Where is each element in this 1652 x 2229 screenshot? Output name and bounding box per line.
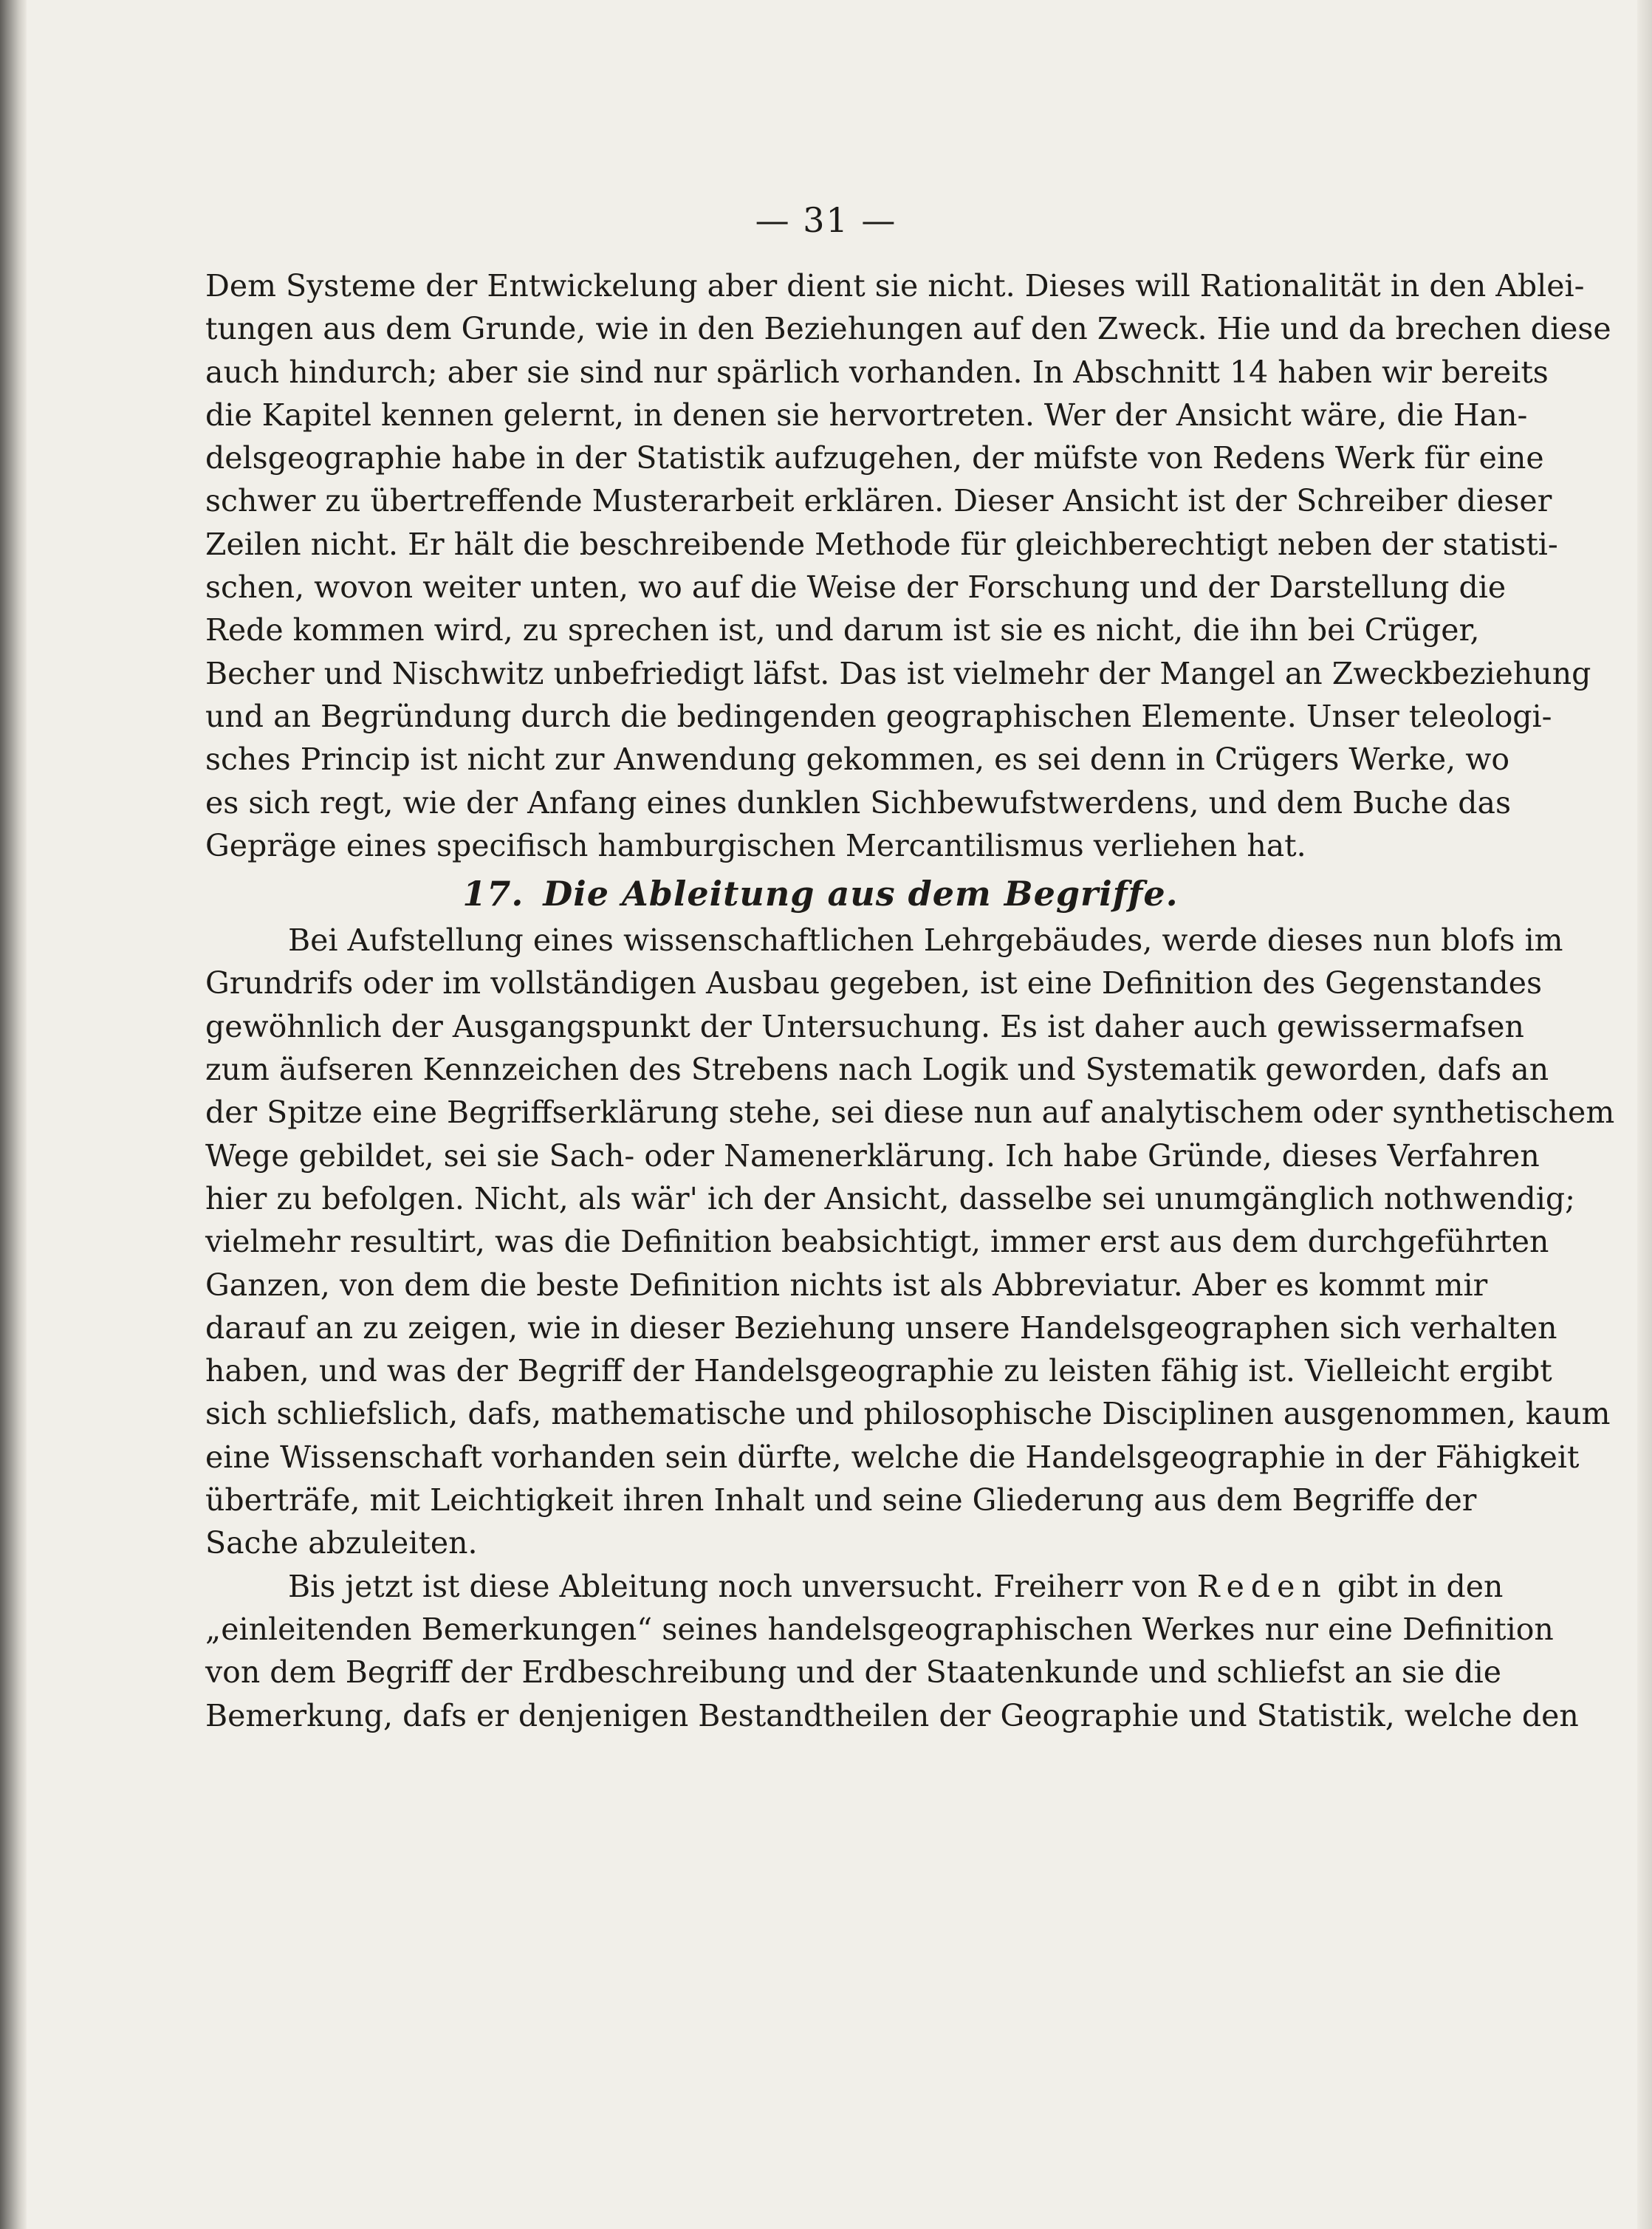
text-line: schwer zu übertreffende Musterarbeit erklären. Dieser Ansicht ist der Schreiber dieser <box>205 483 1552 519</box>
text-line: Dem Systeme der Entwickelung aber dient sie nicht. Dieses will Rationalität in den Ablei- <box>205 268 1585 304</box>
text-line: zum äufseren Kennzeichen des Strebens nach Logik und Systematik geworden, dafs an <box>205 1052 1549 1088</box>
paragraph-3 <box>205 1565 1579 1737</box>
text-line: tungen aus dem Grunde, wie in den Beziehungen auf den Zweck. Hie und da brechen diese <box>205 311 1611 347</box>
text-line: Bei Aufstellung eines wissenschaftlichen Lehrgebäudes, werde dieses nun blofs im <box>288 922 1563 959</box>
text-line: es sich regt, wie der Anfang eines dunklen Sichbewufstwerdens, und dem Buche das <box>205 784 1512 821</box>
scan-page-edge-left <box>0 0 27 2229</box>
text-line: Zeilen nicht. Er hält die beschreibende Methode für gleichberechtigt neben der statisti- <box>205 526 1558 562</box>
text-fragment: gibt in den <box>1337 1568 1504 1604</box>
text-line: von dem Begriff der Erdbeschreibung und der Staatenkunde und schliefst an sie die <box>205 1654 1502 1691</box>
scan-page-edge-right <box>1637 0 1652 2229</box>
page-number: — 31 — <box>755 200 897 240</box>
text-line: überträfe, mit Leichtigkeit ihren Inhalt und seine Gliederung aus dem Begriffe der <box>205 1482 1477 1518</box>
text-line: hier zu befolgen. Nicht, als wär' ich der Ansicht, dasselbe sei unumgänglich nothwendig; <box>205 1180 1575 1216</box>
section-number: 17. <box>462 874 524 914</box>
text-line: Sache abzuleiten. <box>205 1525 478 1561</box>
text-line: schen, wovon weiter unten, wo auf die Weise der Forschung und der Darstellung die <box>205 569 1507 606</box>
text-line: gewöhnlich der Ausgangspunkt der Untersuchung. Es ist daher auch gewissermafsen <box>205 1008 1524 1044</box>
text-line: und an Begründung durch die bedingenden geographischen Elemente. Unser teleologi- <box>205 698 1552 734</box>
text-line: sich schliefslich, dafs, mathematische und philosophische Disciplinen ausgenommen, kaum <box>205 1396 1611 1432</box>
text-line: Gepräge eines specifisch hamburgischen Mercantilismus verliehen hat. <box>205 827 1306 863</box>
text-line: die Kapitel kennen gelernt, in denen sie hervortreten. Wer der Ansicht wäre, die Han- <box>205 397 1528 433</box>
text-line: Wege gebildet, sei sie Sach- oder Namenerklärung. Ich habe Gründe, dieses Verfahren <box>205 1137 1540 1174</box>
text-line: der Spitze eine Begriffserklärung stehe, sei diese nun auf analytischem oder synthetischem <box>205 1095 1615 1131</box>
section-heading <box>205 870 1436 917</box>
text-line: eine Wissenschaft vorhanden sein dürfte, welche die Handelsgeographie in der Fähigkeit <box>205 1439 1580 1475</box>
text-line: sches Princip ist nicht zur Anwendung gekommen, es sei denn in Crügers Werke, wo <box>205 742 1510 778</box>
paragraph-2 <box>205 919 1615 1564</box>
text-line: Rede kommen wird, zu sprechen ist, und darum ist sie es nicht, die ihn bei Crüger, <box>205 612 1480 648</box>
body-text <box>205 264 1615 1737</box>
text-fragment: Bis jetzt ist diese Ableitung noch unversucht. Freiherr von <box>288 1568 1187 1604</box>
text-line: „einleitenden Bemerkungen“ seines handelsgeographischen Werkes nur eine Definition <box>205 1611 1554 1647</box>
paragraph-1 <box>205 264 1611 867</box>
person-name-spaced: Reden <box>1196 1568 1328 1604</box>
text-line: Ganzen, von dem die beste Definition nichts ist als Abbreviatur. Aber es kommt mir <box>205 1267 1488 1303</box>
text-line: auch hindurch; aber sie sind nur spärlich vorhanden. In Abschnitt 14 haben wir bereits <box>205 354 1549 390</box>
text-line: Becher und Nischwitz unbefriedigt läfst. Das ist vielmehr der Mangel an Zweckbeziehung <box>205 655 1591 691</box>
text-line: Bemerkung, dafs er denjenigen Bestandtheilen der Geographie und Statistik, welche den <box>205 1697 1579 1733</box>
text-line: haben, und was der Begriff der Handelsgeographie zu leisten fähig ist. Vielleicht ergibt <box>205 1353 1552 1389</box>
text-line <box>205 1565 1504 1608</box>
section-title: Die Ableitung aus dem Begriffe. <box>543 874 1179 914</box>
text-line: darauf an zu zeigen, wie in dieser Beziehung unsere Handelsgeographen sich verhalten <box>205 1309 1557 1346</box>
text-line: vielmehr resultirt, was die Definition beabsichtigt, immer erst aus dem durchgeführten <box>205 1224 1549 1260</box>
text-line: Grundrifs oder im vollständigen Ausbau gegeben, ist eine Definition des Gegenstandes <box>205 965 1543 1001</box>
text-line: delsgeographie habe in der Statistik aufzugehen, der müfste von Redens Werk für eine <box>205 440 1544 476</box>
